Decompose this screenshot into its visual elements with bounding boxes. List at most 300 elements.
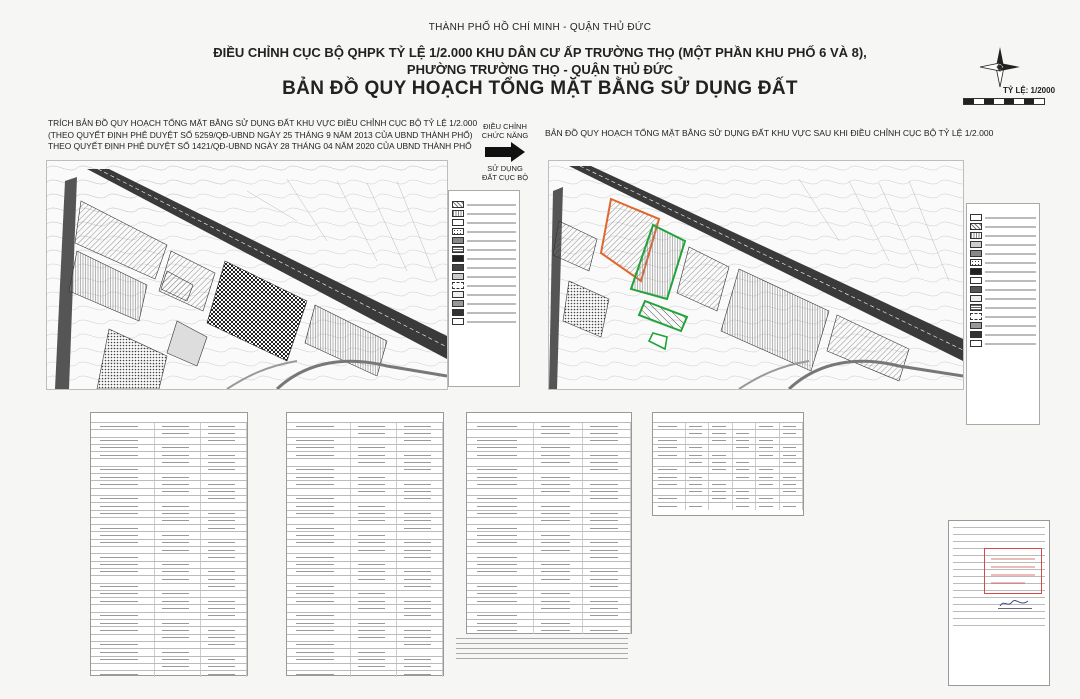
table-row [287, 480, 443, 487]
table-cell [201, 511, 247, 517]
table-cell [467, 547, 534, 553]
table-cell [686, 496, 710, 502]
table-row [91, 517, 247, 524]
table-cell [201, 642, 247, 648]
table-cell [534, 459, 582, 465]
table-row [653, 495, 803, 502]
table-cell [686, 474, 710, 480]
table-row [287, 553, 443, 560]
table-cell [583, 613, 631, 619]
table-cell [467, 467, 534, 473]
table-cell [534, 496, 582, 502]
table-cell [756, 489, 780, 495]
table-cell [155, 671, 201, 677]
table-cell [534, 452, 582, 458]
table-cell [733, 467, 757, 473]
table-cell [583, 423, 631, 429]
table-cell [733, 489, 757, 495]
table-cell [709, 474, 733, 480]
table-cell [155, 438, 201, 444]
table-row [91, 604, 247, 611]
table-cell [155, 474, 201, 480]
table-cell [397, 430, 443, 436]
table-row [653, 480, 803, 487]
table-cell [201, 430, 247, 436]
table-cell [534, 605, 582, 611]
table-cell [351, 664, 397, 670]
table-row [287, 437, 443, 444]
table-row [91, 473, 247, 480]
table-cell [534, 547, 582, 553]
table-cell [583, 532, 631, 538]
table-cell [287, 576, 351, 582]
table-cell [397, 620, 443, 626]
table-cell [397, 562, 443, 568]
table-cell [756, 438, 780, 444]
table-row [91, 553, 247, 560]
table-cell [397, 657, 443, 663]
table-cell [91, 496, 155, 502]
table-cell [287, 496, 351, 502]
table-cell [155, 613, 201, 619]
table-cell [583, 518, 631, 524]
table-cell [91, 649, 155, 655]
table-cell [91, 569, 155, 575]
table-cell [534, 562, 582, 568]
table-cell [397, 496, 443, 502]
table-cell [201, 657, 247, 663]
legend-a-3 [970, 232, 982, 239]
table-cell [351, 620, 397, 626]
table-cell [467, 474, 534, 480]
table-cell [351, 671, 397, 677]
table-cell [201, 649, 247, 655]
table-cell [351, 642, 397, 648]
arrow-top-line-1: ĐIỀU CHỈNH [483, 122, 527, 131]
table-cell [583, 562, 631, 568]
legend-swatch-vacant [452, 219, 464, 226]
table-cell [287, 605, 351, 611]
table-cell [91, 423, 155, 429]
table-cell [583, 503, 631, 509]
table-cell [287, 459, 351, 465]
table-cell [287, 591, 351, 597]
legend-a-6 [970, 259, 982, 266]
legend-a-15 [970, 340, 982, 347]
table-row [467, 466, 631, 473]
table-cell [780, 496, 804, 502]
table-cell [201, 554, 247, 560]
table-cell [91, 562, 155, 568]
table-cell [397, 459, 443, 465]
table-cell [351, 576, 397, 582]
table-cell [287, 503, 351, 509]
table-cell [201, 423, 247, 429]
table-cell [467, 576, 534, 582]
table-cell [287, 445, 351, 451]
table-cell [534, 598, 582, 604]
table-cell [756, 423, 780, 429]
table-cell [583, 445, 631, 451]
table-cell [91, 584, 155, 590]
table-cell [351, 562, 397, 568]
table-cell [780, 489, 804, 495]
table-cell [534, 525, 582, 531]
table-cell [534, 438, 582, 444]
table-cell [756, 474, 780, 480]
table-cell [155, 532, 201, 538]
table-cell [534, 627, 582, 633]
table-cell [583, 605, 631, 611]
table-cell [91, 525, 155, 531]
table-row [653, 451, 803, 458]
map-after-drawing [549, 161, 963, 389]
table-cell [155, 518, 201, 524]
table-cell [397, 671, 443, 677]
table-cell [201, 525, 247, 531]
table-row [287, 612, 443, 619]
table-cell [534, 613, 582, 619]
table-cell [201, 635, 247, 641]
table-cell [397, 547, 443, 553]
table-row [467, 444, 631, 451]
table-cell [534, 518, 582, 524]
table-cell [397, 569, 443, 575]
table-cell [287, 430, 351, 436]
table-row [91, 634, 247, 641]
table-cell [467, 562, 534, 568]
legend-a-9 [970, 286, 982, 293]
table-cell [583, 496, 631, 502]
table-cell [653, 467, 686, 473]
table-row [467, 619, 631, 626]
table-cell [467, 613, 534, 619]
table-cell [91, 467, 155, 473]
table-row [91, 495, 247, 502]
table-cell [709, 430, 733, 436]
table-row [467, 539, 631, 546]
table-cell [534, 430, 582, 436]
table-cell [201, 540, 247, 546]
table-cell [91, 438, 155, 444]
table-cell [709, 496, 733, 502]
legend-swatch-residential [452, 201, 464, 208]
table-cell [287, 452, 351, 458]
table-row [91, 422, 247, 429]
table-cell [91, 474, 155, 480]
table-row [467, 524, 631, 531]
table-cell [467, 627, 534, 633]
table-row [287, 451, 443, 458]
table-cell [756, 430, 780, 436]
table-row [91, 561, 247, 568]
table-row [287, 648, 443, 655]
table-row [287, 634, 443, 641]
table-cell [201, 584, 247, 590]
table-cell [653, 503, 686, 509]
approval-stamp-icon [984, 548, 1042, 594]
city-header: THÀNH PHỐ HỒ CHÍ MINH - QUẬN THỦ ĐỨC [428, 22, 652, 33]
table-cell [709, 489, 733, 495]
table-cell [155, 467, 201, 473]
table-row [467, 473, 631, 480]
table-cell [287, 532, 351, 538]
table-cell [155, 664, 201, 670]
adjustment-arrow [476, 122, 534, 186]
table-cell [756, 445, 780, 451]
table-row [91, 510, 247, 517]
legend-before [448, 190, 520, 387]
table-cell [534, 569, 582, 575]
table-cell [201, 496, 247, 502]
table-row [91, 502, 247, 509]
table-cell [780, 438, 804, 444]
table-row [287, 531, 443, 538]
table-cell [287, 547, 351, 553]
table-cell [709, 438, 733, 444]
table-cell [91, 554, 155, 560]
map-before-drawing [47, 161, 447, 389]
table-row [91, 429, 247, 436]
table-cell [780, 445, 804, 451]
table-cell [155, 649, 201, 655]
table-cell [91, 532, 155, 538]
table-row [653, 422, 803, 429]
legend-a-12 [970, 313, 982, 320]
table-cell [583, 489, 631, 495]
table-cell [397, 584, 443, 590]
table-row [467, 437, 631, 444]
table-cell [397, 452, 443, 458]
table-cell [709, 459, 733, 465]
table-cell [287, 540, 351, 546]
table-cell [91, 518, 155, 524]
table-cell [534, 511, 582, 517]
table-cell [351, 518, 397, 524]
table-cell [91, 576, 155, 582]
table-cell [351, 474, 397, 480]
legend-swatch-road [452, 264, 464, 271]
table-cell [756, 481, 780, 487]
table-header [287, 413, 443, 422]
table-cell [155, 525, 201, 531]
table-cell [467, 503, 534, 509]
table-cell [91, 605, 155, 611]
table-cell [709, 452, 733, 458]
legend-swatch-public [452, 237, 464, 244]
table-cell [351, 467, 397, 473]
table-row [467, 495, 631, 502]
table-cell [583, 576, 631, 582]
table-cell [583, 481, 631, 487]
table-row [91, 597, 247, 604]
table-cell [201, 467, 247, 473]
table-cell [534, 467, 582, 473]
table-row [653, 458, 803, 465]
table-cell [534, 474, 582, 480]
table-cell [201, 576, 247, 582]
legend-swatch-check [452, 255, 464, 262]
table-cell [287, 518, 351, 524]
legend-a-8 [970, 277, 982, 284]
table-cell [583, 591, 631, 597]
table-row [653, 466, 803, 473]
table-cell [287, 489, 351, 495]
arrow-top-line-2: CHỨC NĂNG [481, 131, 529, 140]
table-row [91, 656, 247, 663]
table-cell [467, 452, 534, 458]
table-cell [91, 642, 155, 648]
table-cell [351, 613, 397, 619]
table-row [287, 422, 443, 429]
table-cell [467, 598, 534, 604]
table-row [91, 626, 247, 633]
table-cell [686, 452, 710, 458]
table-cell [287, 525, 351, 531]
table-cell [351, 584, 397, 590]
table-cell [201, 481, 247, 487]
table-row [287, 575, 443, 582]
table-cell [686, 503, 710, 509]
table-row [467, 458, 631, 465]
table-cell [91, 452, 155, 458]
table-row [467, 546, 631, 553]
table-row [467, 597, 631, 604]
legend-swatch-utility [452, 300, 464, 307]
table-row [91, 641, 247, 648]
table-row [467, 590, 631, 597]
table-cell [155, 657, 201, 663]
table-cell [201, 459, 247, 465]
table-cell [534, 481, 582, 487]
table-cell [155, 635, 201, 641]
table-cell [351, 532, 397, 538]
legend-before-title [449, 191, 519, 200]
table-cell [686, 459, 710, 465]
arrow-bottom-line-1: SỬ DỤNG [487, 164, 523, 173]
table-cell [201, 518, 247, 524]
table-row [287, 590, 443, 597]
legend-swatch-boundary [452, 282, 464, 289]
table-cell [397, 576, 443, 582]
table-cell [467, 569, 534, 575]
table-cell [201, 445, 247, 451]
table-cell [397, 481, 443, 487]
table-row [653, 473, 803, 480]
table-row [653, 444, 803, 451]
table-row [287, 656, 443, 663]
table-row [91, 539, 247, 546]
table-row [287, 510, 443, 517]
table-cell [397, 605, 443, 611]
table-cell [201, 503, 247, 509]
table-cell [351, 496, 397, 502]
legend-a-5 [970, 250, 982, 257]
table-cell [397, 518, 443, 524]
legend-swatch-line [452, 309, 464, 316]
table-header [467, 413, 631, 422]
table-cell [686, 489, 710, 495]
table-row [91, 451, 247, 458]
table-cell [287, 474, 351, 480]
table-row [467, 429, 631, 436]
table-cell [467, 489, 534, 495]
table-cell [467, 584, 534, 590]
table-cell [397, 525, 443, 531]
table-cell [467, 518, 534, 524]
table-cell [91, 445, 155, 451]
table-cell [351, 445, 397, 451]
table-cell [201, 671, 247, 677]
table-cell [397, 664, 443, 670]
table-cell [733, 438, 757, 444]
table-cell [780, 503, 804, 509]
table-cell [397, 445, 443, 451]
table-cell [201, 613, 247, 619]
table-cell [653, 459, 686, 465]
table-cell [653, 423, 686, 429]
left-caption [48, 118, 478, 153]
table-cell [351, 438, 397, 444]
table-cell [287, 562, 351, 568]
table-cell [583, 584, 631, 590]
table-cell [155, 605, 201, 611]
table-cell [351, 540, 397, 546]
table-cell [653, 474, 686, 480]
table-cell [780, 474, 804, 480]
table-cell [653, 452, 686, 458]
table-cell [709, 481, 733, 487]
table-row [287, 539, 443, 546]
table-cell [397, 642, 443, 648]
title-line-1: ĐIỀU CHỈNH CỤC BỘ QHPK TỶ LỆ 1/2.000 KHU DÂN CƯ ẤP TRƯỜNG THỌ (MỘT PHẦN KHU PHỐ 6 VÀ 8), [213, 45, 867, 60]
map-after-adjustment [548, 160, 964, 390]
table-cell [686, 430, 710, 436]
table-cell [467, 620, 534, 626]
table-cell [583, 511, 631, 517]
legend-after [966, 203, 1040, 425]
table-cell [201, 591, 247, 597]
legend-a-7 [970, 268, 982, 275]
table-cell [534, 554, 582, 560]
table-row [287, 488, 443, 495]
scale-bar [963, 98, 1045, 105]
table-cell [397, 511, 443, 517]
table-cell [351, 423, 397, 429]
table-cell [287, 569, 351, 575]
table-cell [201, 532, 247, 538]
table-cell [583, 452, 631, 458]
table-cell [91, 613, 155, 619]
legend-a-14 [970, 331, 982, 338]
table-cell [397, 635, 443, 641]
table-row [91, 663, 247, 670]
table-cell [201, 598, 247, 604]
table-cell [91, 620, 155, 626]
table-cell [467, 554, 534, 560]
table-cell [733, 452, 757, 458]
table-cell [780, 459, 804, 465]
table-row [467, 561, 631, 568]
table-row [91, 524, 247, 531]
table-cell [467, 540, 534, 546]
map-before-adjustment [46, 160, 448, 390]
table-row [467, 451, 631, 458]
table-cell [583, 540, 631, 546]
table-cell [155, 584, 201, 590]
table-row [653, 437, 803, 444]
main-title: BẢN ĐỒ QUY HOẠCH TỔNG MẶT BẰNG SỬ DỤNG ĐẤT [282, 78, 798, 99]
